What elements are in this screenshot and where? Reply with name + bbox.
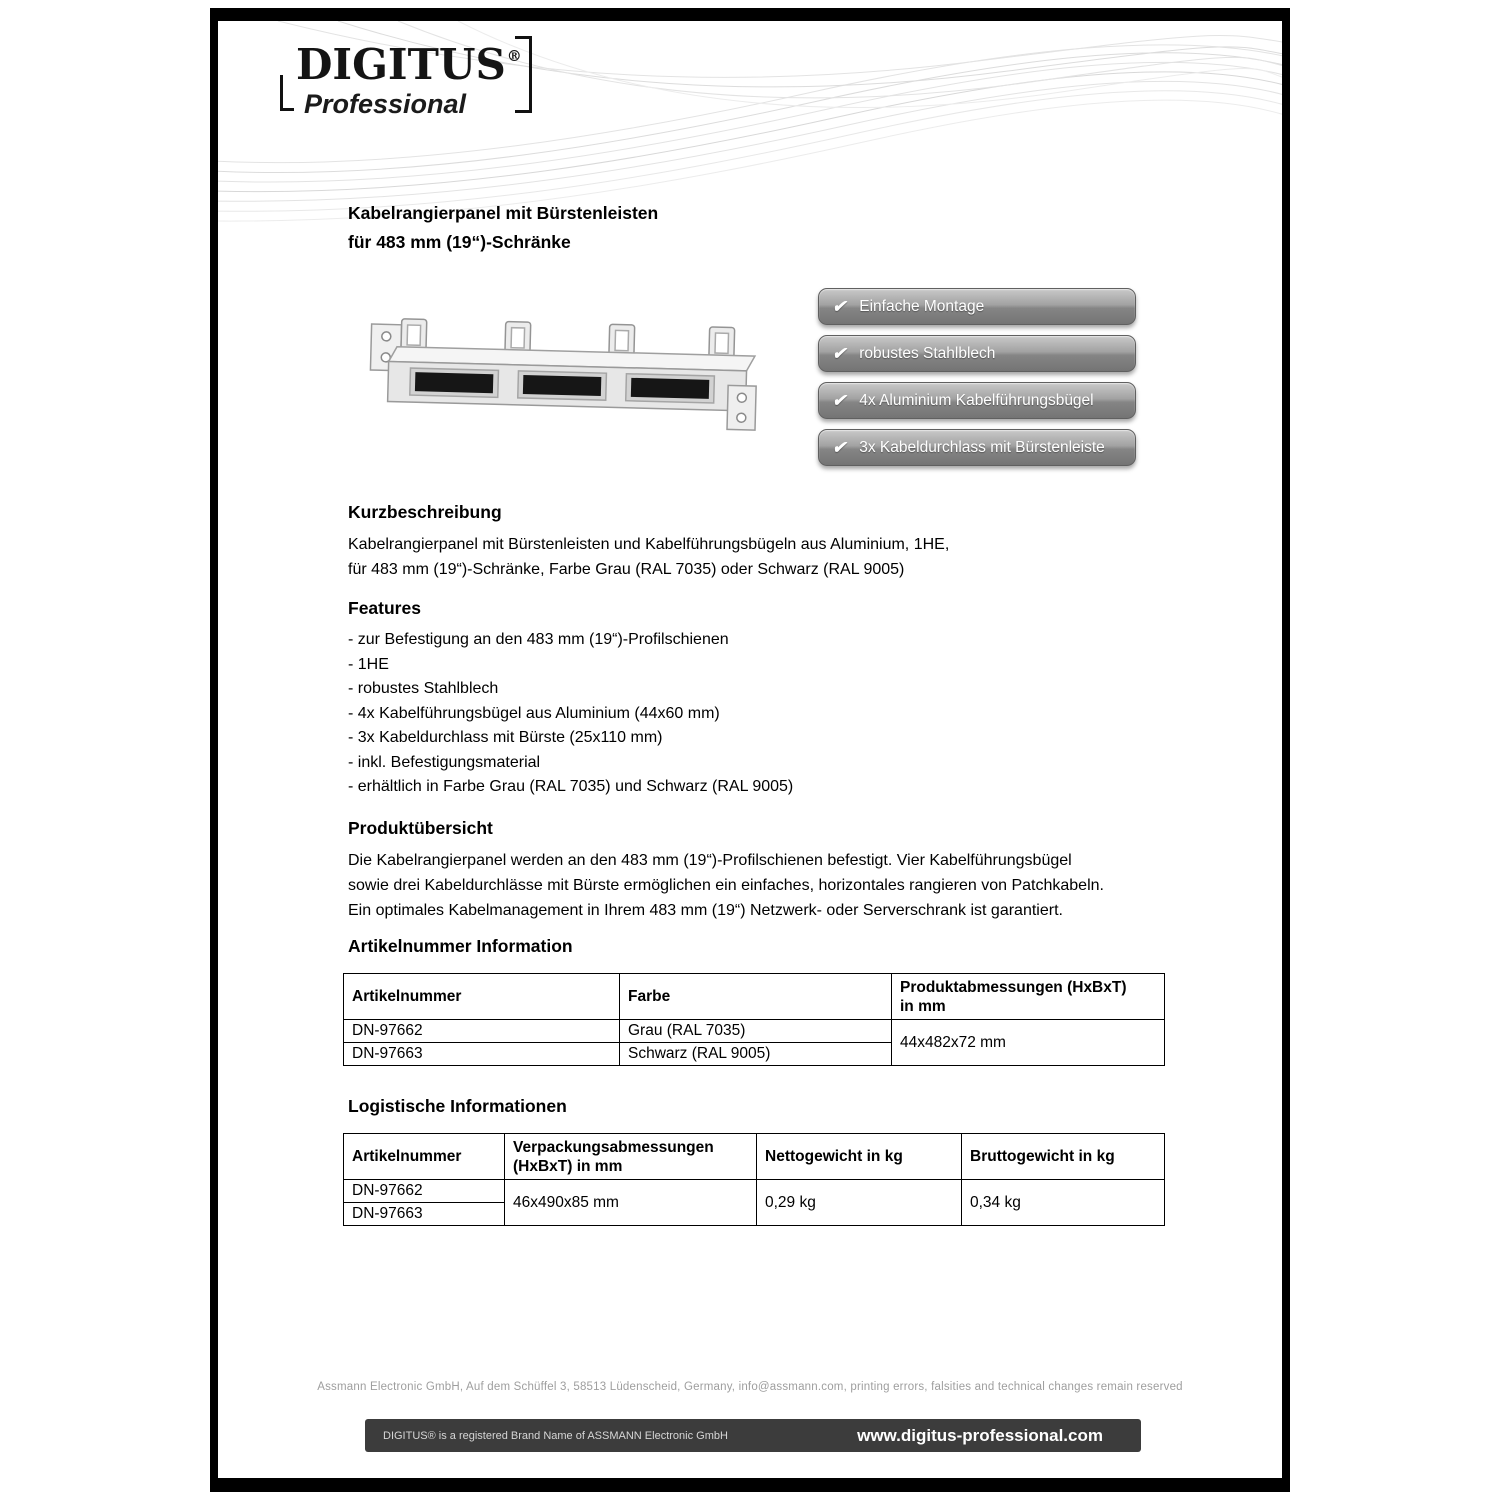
cell-farbe: Schwarz (RAL 9005) [620, 1043, 892, 1066]
checkmark-icon: ✔ [832, 296, 847, 316]
registered-mark-icon: ® [506, 47, 522, 65]
article-table [343, 973, 1165, 1066]
header-verpackungsabmessungen [505, 1134, 757, 1180]
checkmark-icon: ✔ [832, 343, 847, 363]
page-title-line1: Kabelrangierpanel mit Bürstenleisten [348, 203, 659, 223]
header-produktabmessungen [892, 974, 1165, 1020]
header-line: Verpackungsabmessungen [513, 1138, 714, 1156]
footer-website-link[interactable]: www.digitus-professional.com [857, 1425, 1103, 1445]
logistics-table [343, 1133, 1165, 1226]
section-features [348, 598, 793, 800]
feature-badge-2 [818, 335, 1136, 372]
footer-address: Assmann Electronic GmbH, Auf dem Schüffel 3, 58513 Lüdenscheid, Germany, info@assmann.com, printing errors, falsities and technical changes remain reserved [317, 1381, 1183, 1393]
section-heading: Produktübersicht [348, 818, 493, 838]
badge-label: 4x Aluminium Kabelführungsbügel [859, 391, 1094, 409]
feature-item: - inkl. Befestigungsmaterial [348, 753, 541, 771]
header-bruttogewicht: Bruttogewicht in kg [962, 1134, 1165, 1180]
cell-brutto: 0,34 kg [962, 1180, 1165, 1226]
logistics-table-heading: Logistische Informationen [348, 1096, 567, 1116]
header-line: Produktabmessungen (HxBxT) [900, 978, 1127, 996]
cell-abmessungen: 44x482x72 mm [892, 1020, 1165, 1066]
footer-bar [365, 1419, 1141, 1452]
table-row [344, 1020, 1165, 1043]
body-line: Kabelrangierpanel mit Bürstenleisten und Kabelführungsbügeln aus Aluminium, 1HE, [348, 536, 950, 553]
feature-item: - robustes Stahlblech [348, 680, 499, 697]
header-farbe: Farbe [620, 974, 892, 1020]
cell-artikelnummer: DN-97663 [344, 1203, 505, 1226]
cell-farbe: Grau (RAL 7035) [620, 1020, 892, 1043]
feature-badge-4 [818, 429, 1136, 466]
body-line: für 483 mm (19“)-Schränke, Farbe Grau (RAL 7035) oder Schwarz (RAL 9005) [348, 561, 905, 578]
checkmark-icon: ✔ [832, 390, 847, 410]
header-nettogewicht: Nettogewicht in kg [757, 1134, 962, 1180]
logo-brand-text [296, 33, 532, 88]
feature-badge-1 [818, 288, 1136, 325]
feature-item: - zur Befestigung an den 483 mm (19“)-Profilschienen [348, 631, 729, 648]
cell-artikelnummer: DN-97662 [344, 1180, 505, 1203]
section-kurzbeschreibung [348, 502, 949, 582]
feature-badges [818, 288, 1136, 476]
feature-item: - 4x Kabelführungsbügel aus Aluminium (44x60 mm) [348, 704, 720, 722]
checkmark-icon: ✔ [832, 437, 847, 457]
header-artikelnummer: Artikelnummer [344, 974, 620, 1020]
feature-badge-3 [818, 382, 1136, 419]
logo-frame-left [280, 75, 294, 111]
feature-item: - 1HE [348, 655, 389, 673]
logo-sub-text: Professional [304, 89, 467, 119]
feature-item: - 3x Kabeldurchlass mit Bürste (25x110 mm) [348, 729, 663, 746]
badge-label: robustes Stahlblech [859, 344, 996, 362]
header-artikelnummer: Artikelnummer [344, 1134, 505, 1180]
page-title [348, 199, 658, 257]
datasheet-page [210, 8, 1290, 1492]
section-heading: Features [348, 598, 421, 618]
product-photo [356, 309, 771, 467]
logo-brand: DIGITUS [296, 40, 506, 89]
section-produktuebersicht [348, 818, 1104, 923]
cell-artikelnummer: DN-97663 [344, 1043, 620, 1066]
body-line: sowie drei Kabeldurchlässe mit Bürste ermöglichen ein einfaches, horizontales rangieren von Patchkabeln. [348, 877, 1104, 894]
cell-verpackung: 46x490x85 mm [505, 1180, 757, 1226]
feature-item: - erhältlich in Farbe Grau (RAL 7035) und Schwarz (RAL 9005) [348, 778, 794, 795]
table-row [344, 1180, 1165, 1203]
article-table-heading: Artikelnummer Information [348, 936, 573, 956]
badge-label: Einfache Montage [859, 297, 985, 315]
body-line: Ein optimales Kabelmanagement in Ihrem 483 mm (19“) Netzwerk- oder Serverschrank ist garantiert. [348, 902, 1063, 919]
cell-netto: 0,29 kg [757, 1180, 962, 1226]
badge-label: 3x Kabeldurchlass mit Bürstenleiste [859, 438, 1105, 456]
header-line: (HxBxT) in mm [513, 1157, 623, 1175]
logo-frame-right [515, 36, 532, 113]
footer-brand-note: DIGITUS® is a registered Brand Name of ASSMANN Electronic GmbH [383, 1429, 728, 1442]
article-table-header-row [344, 974, 1165, 1020]
cell-artikelnummer: DN-97662 [344, 1020, 620, 1043]
page-title-line2: für 483 mm (19“)-Schränke [348, 232, 571, 252]
body-line: Die Kabelrangierpanel werden an den 483 mm (19“)-Profilschienen befestigt. Vier Kabelführungsbügel [348, 852, 1072, 869]
logistics-table-header-row [344, 1134, 1165, 1180]
header-line: in mm [900, 997, 946, 1015]
section-heading: Kurzbeschreibung [348, 502, 502, 522]
digitus-logo [280, 33, 532, 129]
